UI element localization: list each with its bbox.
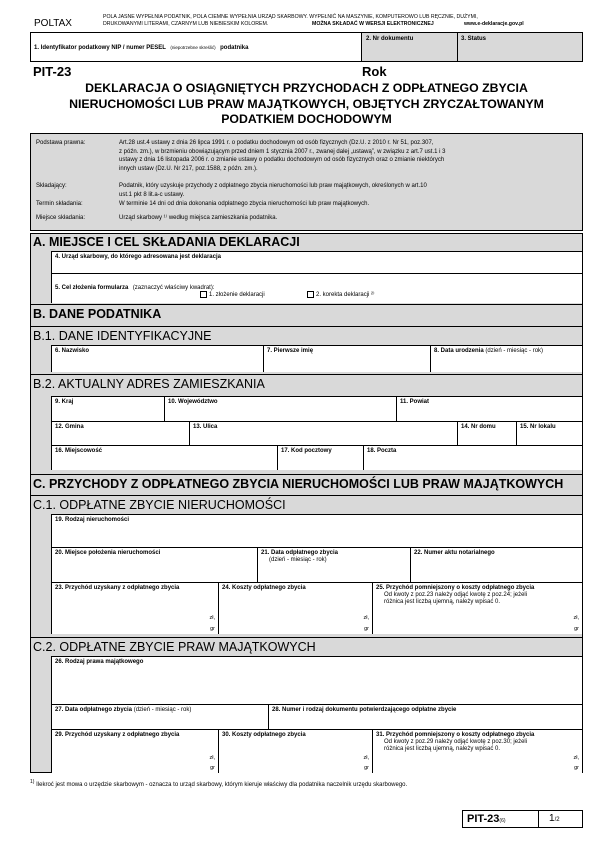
deadline-text: W terminie 14 dni od dnia dokonania odpłatnego zbycia nieruchomości lub praw majątkowych. <box>119 201 370 207</box>
field-28-label: 28. Numer i rodzaj dokumentu potwierdzającego odpłatne zbycie <box>272 707 457 713</box>
filer-text <box>119 182 579 199</box>
status-label: 3. Status <box>461 36 487 42</box>
field-8-text: 8. Data urodzenia <box>434 348 484 354</box>
field-6-label: 6. Nazwisko <box>55 348 90 354</box>
filer-label: Składający: <box>36 183 67 189</box>
field-31-note-1: Od kwoty z poz.29 należy odjąć kwotę z poz.30; jeżeli <box>384 739 528 745</box>
field-11-label: 11. Powiat <box>400 399 430 405</box>
field-22-label: 22. Numer aktu notarialnego <box>414 550 495 556</box>
gr-unit: gr <box>210 765 215 771</box>
legal-basis-line: innych ustaw (Dz.U. Nr 217, poz.1588, z późn. zm.). <box>119 165 258 172</box>
net-revenue-property-field[interactable] <box>372 582 582 634</box>
form-code: PIT-23 <box>33 64 72 79</box>
costs-right-field[interactable] <box>218 729 372 773</box>
field-7-label: 7. Pierwsze imię <box>267 348 314 354</box>
place-label: Miejsce składania: <box>36 215 86 221</box>
county-field[interactable] <box>396 396 582 421</box>
nip-note: (niepotrzebne skreślić) <box>170 45 216 50</box>
field-26-label: 26. Rodzaj prawa majątkowego <box>55 659 144 665</box>
field-24-label: 24. Koszty odpłatnego zbycia <box>222 585 306 591</box>
legal-basis-line: z późn. zm.), w brzmieniu obowiązującym przed dniem 1 stycznia 2007 r., zwanej dalej „ustawą”, w związku z art.7 ust.1 i 3 <box>119 148 446 155</box>
doc-number-label: 2. Nr dokumentu <box>366 36 414 42</box>
zl-unit: zł, <box>573 615 579 621</box>
field-25-note-2: różnica jest liczbą ujemną, należy wpisać 0. <box>384 599 501 605</box>
field-15-label: 15. Nr lokalu <box>520 424 556 430</box>
footer-code: PIT-23 <box>467 813 500 825</box>
footer-form-code <box>467 812 506 828</box>
field-27-text: 27. Data odpłatnego zbycia <box>55 707 133 713</box>
footer-divider <box>538 811 539 827</box>
footer-version: (6) <box>499 818 506 824</box>
gr-unit: gr <box>574 765 579 771</box>
zl-unit: zł, <box>363 755 369 761</box>
field-18-label: 18. Poczta <box>367 448 397 454</box>
deadline-label: Termin składania: <box>36 201 83 207</box>
notarial-act-field[interactable] <box>410 547 582 582</box>
purpose-field <box>51 273 582 303</box>
option-declaration-label: 1. złożenie deklaracji <box>209 292 265 299</box>
voivodeship-field[interactable] <box>164 396 396 421</box>
field-27-note: (dzień - miesiąc - rok) <box>133 707 192 713</box>
house-number-field[interactable] <box>457 421 516 445</box>
field-21-note: (dzień - miesiąc - rok) <box>269 557 327 563</box>
option-declaration[interactable] <box>200 291 265 298</box>
field-23-label: 23. Przychód uzyskany z odpłatnego zbycia <box>55 585 180 591</box>
field-12-label: 12. Gmina <box>55 424 84 430</box>
field-20-label: 20. Miejsce położenia nieruchomości <box>55 550 161 556</box>
legal-basis-text <box>119 139 579 173</box>
field-9-label: 9. Kraj <box>55 399 74 405</box>
zl-unit: zł, <box>209 615 215 621</box>
field-8-label <box>434 348 582 355</box>
property-location-field[interactable] <box>51 547 257 582</box>
website: www.e-deklaracje.gov.pl <box>464 21 524 27</box>
footnote <box>30 778 583 789</box>
field-8-note: (dzień - miesiąc - rok) <box>485 348 544 354</box>
net-revenue-right-field[interactable] <box>372 729 582 773</box>
field-16-label: 16. Miejscowość <box>55 448 103 454</box>
title-line-3: PODATKIEM DOCHODOWYM <box>221 112 392 126</box>
nip-label: 1. Identyfikator podatkowy NIP / numer PESEL <box>34 45 166 51</box>
instructions-line-2: DRUKOWANYMI LITERAMI, CZARNYM LUB NIEBIESKIM KOLOREM. <box>103 21 269 27</box>
sale-date-field[interactable] <box>257 547 410 582</box>
section-b2-title: B.2. AKTUALNY ADRES ZAMIESZKANIA <box>30 374 582 392</box>
section-b-divider <box>30 304 583 305</box>
footnote-text: Ilekroć jest mowa o urzędzie skarbowym - oznacza to urząd skarbowy, którym kieruje właściwy dla podatnika naczelnik urzędu skarbowego. <box>36 782 408 788</box>
filer-line: Podatnik, który uzyskuje przychody z odpłatnego zbycia nieruchomości lub praw majątkowych, określonych w art.10 <box>119 183 427 189</box>
section-b-title: B. DANE PODATNIKA <box>33 307 162 321</box>
info-box <box>30 133 583 231</box>
birth-date-field[interactable] <box>430 345 582 372</box>
field-31-label: 31. Przychód pomniejszony o koszty odpłatnego zbycia <box>376 732 535 738</box>
field-5-note: (zaznaczyć właściwy kwadrat): <box>132 285 215 291</box>
field-25-label: 25. Przychód pomniejszony o koszty odpłatnego zbycia <box>376 585 535 591</box>
section-c2-title: C.2. ODPŁATNE ZBYCIE PRAW MAJĄTKOWYCH <box>30 637 582 655</box>
tax-office-field[interactable] <box>51 251 582 273</box>
field-10-label: 10. Województwo <box>168 399 218 405</box>
id-frame <box>30 32 583 62</box>
field-29-label: 29. Przychód uzyskany z odpłatnego zbycia <box>55 732 180 738</box>
title-line-1: DEKLARACJA O OSIĄGNIĘTYCH PRZYCHODACH Z ODPŁATNEGO ZBYCIA <box>85 81 528 95</box>
city-field[interactable] <box>51 445 277 470</box>
revenue-property-field[interactable] <box>51 582 218 634</box>
option-correction[interactable] <box>307 291 375 298</box>
legal-basis-line: Art.28 ust.4 ustawy z dnia 26 lipca 1991 r. o podatku dochodowym od osób fizycznych (Dz.U. z 2010 r. Nr 51, poz.307, <box>119 140 434 146</box>
section-c1-title: C.1. ODPŁATNE ZBYCIE NIERUCHOMOŚCI <box>30 495 582 513</box>
sale-document-field[interactable] <box>268 704 582 729</box>
legal-basis-label: Podstawa prawna: <box>36 140 86 146</box>
apartment-number-field[interactable] <box>516 421 582 445</box>
page-total: /2 <box>554 817 560 823</box>
costs-property-field[interactable] <box>218 582 372 634</box>
section-c-divider <box>30 474 583 475</box>
checkbox-correction[interactable] <box>307 291 314 298</box>
property-type-field[interactable] <box>51 514 582 547</box>
checkbox-declaration[interactable] <box>200 291 207 298</box>
page-footer-box <box>462 810 583 828</box>
page-number <box>549 813 560 826</box>
revenue-right-field[interactable] <box>51 729 218 773</box>
form-title <box>30 81 583 128</box>
street-field[interactable] <box>189 421 457 445</box>
field-31-note-2: różnica jest liczbą ujemną, należy wpisać 0. <box>384 746 501 752</box>
section-b1-title: B.1. DANE IDENTYFIKACYJNE <box>30 326 582 344</box>
nip-field[interactable] <box>31 33 362 61</box>
poltax-label: POLTAX <box>34 18 72 29</box>
property-right-type-field[interactable] <box>51 656 582 704</box>
nip-suffix: podatnika <box>220 45 249 51</box>
first-name-field[interactable] <box>263 345 430 372</box>
gr-unit: gr <box>210 626 215 632</box>
right-sale-date-field[interactable] <box>51 704 268 729</box>
post-office-field[interactable] <box>363 445 582 470</box>
country-field[interactable] <box>51 396 164 421</box>
instructions-line-1: POLA JASNE WYPEŁNIA PODATNIK, POLA CIEMNE WYPEŁNIA URZĄD SKARBOWY. WYPEŁNIĆ NA MASZYNIE, KOMPUTEROWO LUB RĘCZNIE, DUŻYMI, <box>103 14 478 20</box>
gr-unit: gr <box>364 626 369 632</box>
gr-unit: gr <box>364 765 369 771</box>
section-a-title: A. MIEJSCE I CEL SKŁADANIA DEKLARACJI <box>33 235 300 249</box>
place-text: Urząd skarbowy ¹⁾ według miejsca zamieszkania podatnika. <box>119 215 278 221</box>
field-27-label <box>55 707 268 714</box>
field-4-label: 4. Urząd skarbowy, do którego adresowana jest deklaracja <box>55 254 221 260</box>
zl-unit: zł, <box>363 615 369 621</box>
electronic-note: MOŻNA SKŁADAĆ W WERSJI ELEKTRONICZNEJ <box>312 21 434 27</box>
commune-field[interactable] <box>51 421 189 445</box>
option-correction-label: 2. korekta deklaracji ²⁾ <box>316 292 375 299</box>
postal-code-field[interactable] <box>277 445 363 470</box>
zl-unit: zł, <box>573 755 579 761</box>
surname-field[interactable] <box>51 345 263 372</box>
field-17-label: 17. Kod pocztowy <box>281 448 332 454</box>
footnote-mark: 1) <box>30 779 35 785</box>
field-14-label: 14. Nr domu <box>461 424 496 430</box>
section-c-title: C. PRZYCHODY Z ODPŁATNEGO ZBYCIA NIERUCHOMOŚCI LUB PRAW MAJĄTKOWYCH <box>33 477 564 491</box>
legal-basis-line: ustawy z dnia 16 listopada 2006 r. o zmianie ustawy o podatku dochodowym od osób fizycznych oraz o zmianie niektórych <box>119 157 445 163</box>
field-19-label: 19. Rodzaj nieruchomości <box>55 517 130 523</box>
doc-status-divider <box>457 33 458 61</box>
page-current: 1 <box>549 813 555 824</box>
field-25-note-1: Od kwoty z poz.23 należy odjąć kwotę z poz.24; jeżeli <box>384 592 528 598</box>
field-13-label: 13. Ulica <box>193 424 218 430</box>
title-line-2: NIERUCHOMOŚCI LUB PRAW MAJĄTKOWYCH, OBJĘTYCH ZRYCZAŁTOWANYM <box>69 96 544 111</box>
field-5-label: 5. Cel złożenia formularza <box>55 285 129 291</box>
gr-unit: gr <box>574 626 579 632</box>
filer-line: ust.1 pkt 8 lit.a-c ustawy. <box>119 191 185 198</box>
zl-unit: zł, <box>209 755 215 761</box>
year-label: Rok <box>362 64 387 79</box>
field-30-label: 30. Koszty odpłatnego zbycia <box>222 732 306 738</box>
field-21-label: 21. Data odpłatnego zbycia <box>261 550 339 556</box>
